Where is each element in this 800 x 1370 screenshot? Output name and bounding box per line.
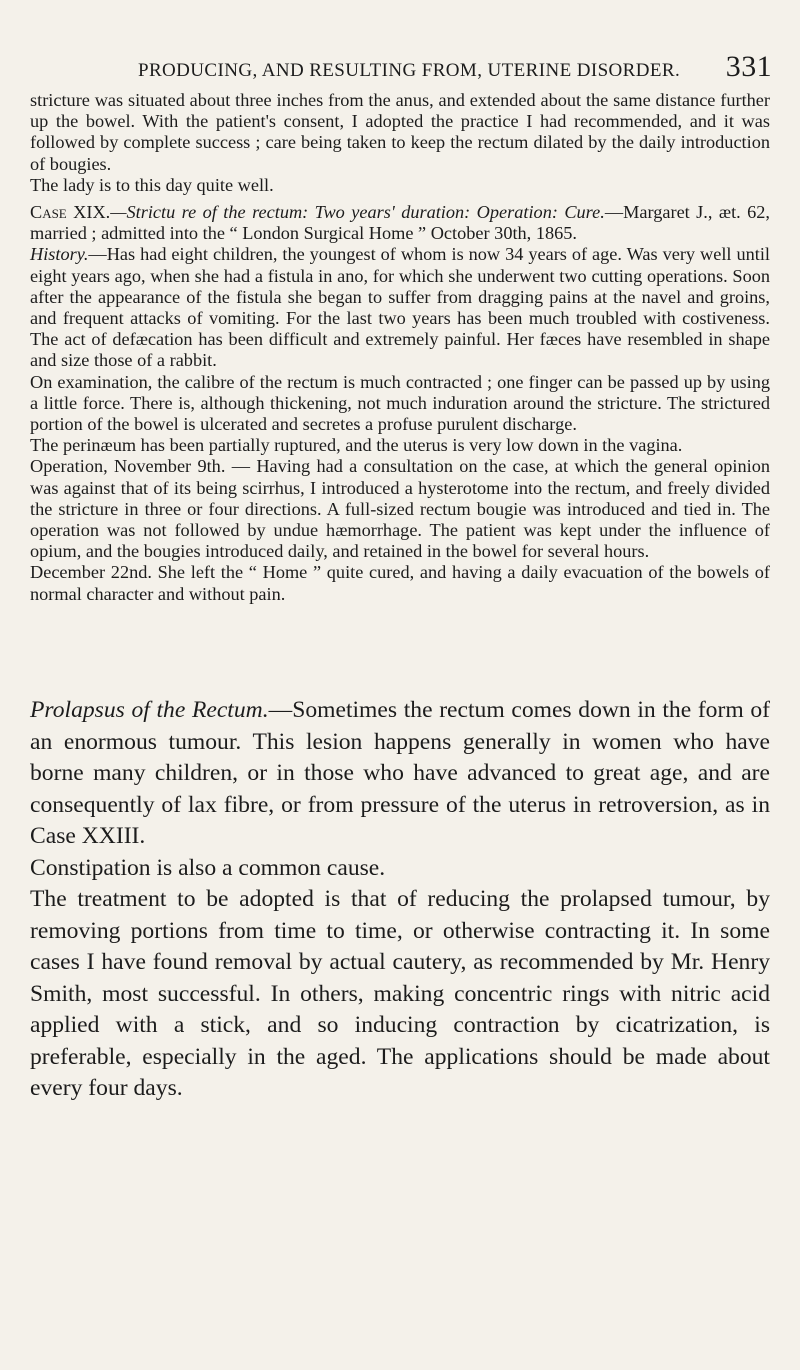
prolapsus-text: —Sometimes the rectum comes down in the form of an enormous tumour. This lesion happens generally in women who have borne many children, or in those who have advanced to great age, and are consequently of lax fibre, or from pressure of the uterus in retroversion, as in Case XXIII. [30, 697, 770, 849]
paragraph: The perinæum has been partially ruptured, and the uterus is very low down in the vagina. [30, 435, 683, 456]
paragraph: On examination, the calibre of the rectum is much contracted ; one finger can be passed up by using a little force. There is, although thickening, not much induration around the stricture. The strictured portion of the bowel is ulcerated and secretes a profuse purulent discharge. [30, 371, 770, 435]
prolapsus-paragraph [30, 695, 770, 853]
history-text: —Has had eight children, the youngest of whom is now 34 years of age. Was very well until eight years ago, when she had a fistula in ano, for which she underwent two cutting operations. Soon after the appearance of the fistula she began to suffer from dragging pains at the navel and groins, and frequent attacks of vomiting. For the last two years has been much troubled with costiveness. The act of defæcation has been difficult and extremely painful. Her fæces have resembled in shape and size those of a rabbit. [30, 244, 770, 371]
history-label: History. [30, 244, 89, 265]
paragraph: The lady is to this day quite well. [30, 174, 274, 195]
running-header [138, 50, 772, 84]
paragraph: stricture was situated about three inches from the anus, and extended about the same distance further up the bowel. With the patient's consent, I adopted the practice I had recommended, and it was followed by complete success ; care being taken to keep the rectum dilated by the daily introduction of bougies. [30, 90, 770, 174]
paragraph: Constipation is also a common cause. [30, 854, 386, 881]
case-report-text [30, 90, 770, 605]
section-title: Prolapsus of the Rectum. [30, 697, 269, 723]
paragraph: The treatment to be adopted is that of reducing the prolapsed tumour, by removing portions from time to time, or otherwise contracting it. In some cases I have found removal by actual cautery, as recommended by Mr. Henry Smith, most successful. In others, making concentric rings with nitric acid applied with a stick, and so inducing contraction by cicatrization, is preferable, especially in the aged. The applications should be made about every four days. [30, 886, 770, 1101]
case-title: —Strictu re of the rectum: Two years' duration: Operation: Cure. [110, 202, 605, 223]
paragraph: December 22nd. She left the “ Home ” quite cured, and having a daily evacuation of the bowels of normal character and without pain. [30, 562, 770, 604]
case-label: Case XIX. [30, 202, 111, 223]
main-text [30, 695, 770, 1105]
running-title: PRODUCING, AND RESULTING FROM, UTERINE DISORDER. [138, 60, 681, 81]
page-number: 331 [725, 50, 772, 83]
paragraph: Operation, November 9th. — Having had a consultation on the case, at which the general opinion was against that of its being scirrhus, I introduced a hysterotome into the rectum, and freely divided the stricture in three or four directions. A full-sized rectum bougie was introduced and tied in. The operation was not followed by undue hæmorrhage. The patient was kept under the influence of opium, and the bougies introduced daily, and retained in the bowel for several hours. [30, 456, 770, 562]
case-heading [30, 202, 770, 244]
case-details: —Margaret J., æt. 62, married ; admitted into the “ London Surgical Home ” October 30th, 1865. [30, 202, 770, 244]
history-paragraph [30, 244, 770, 371]
